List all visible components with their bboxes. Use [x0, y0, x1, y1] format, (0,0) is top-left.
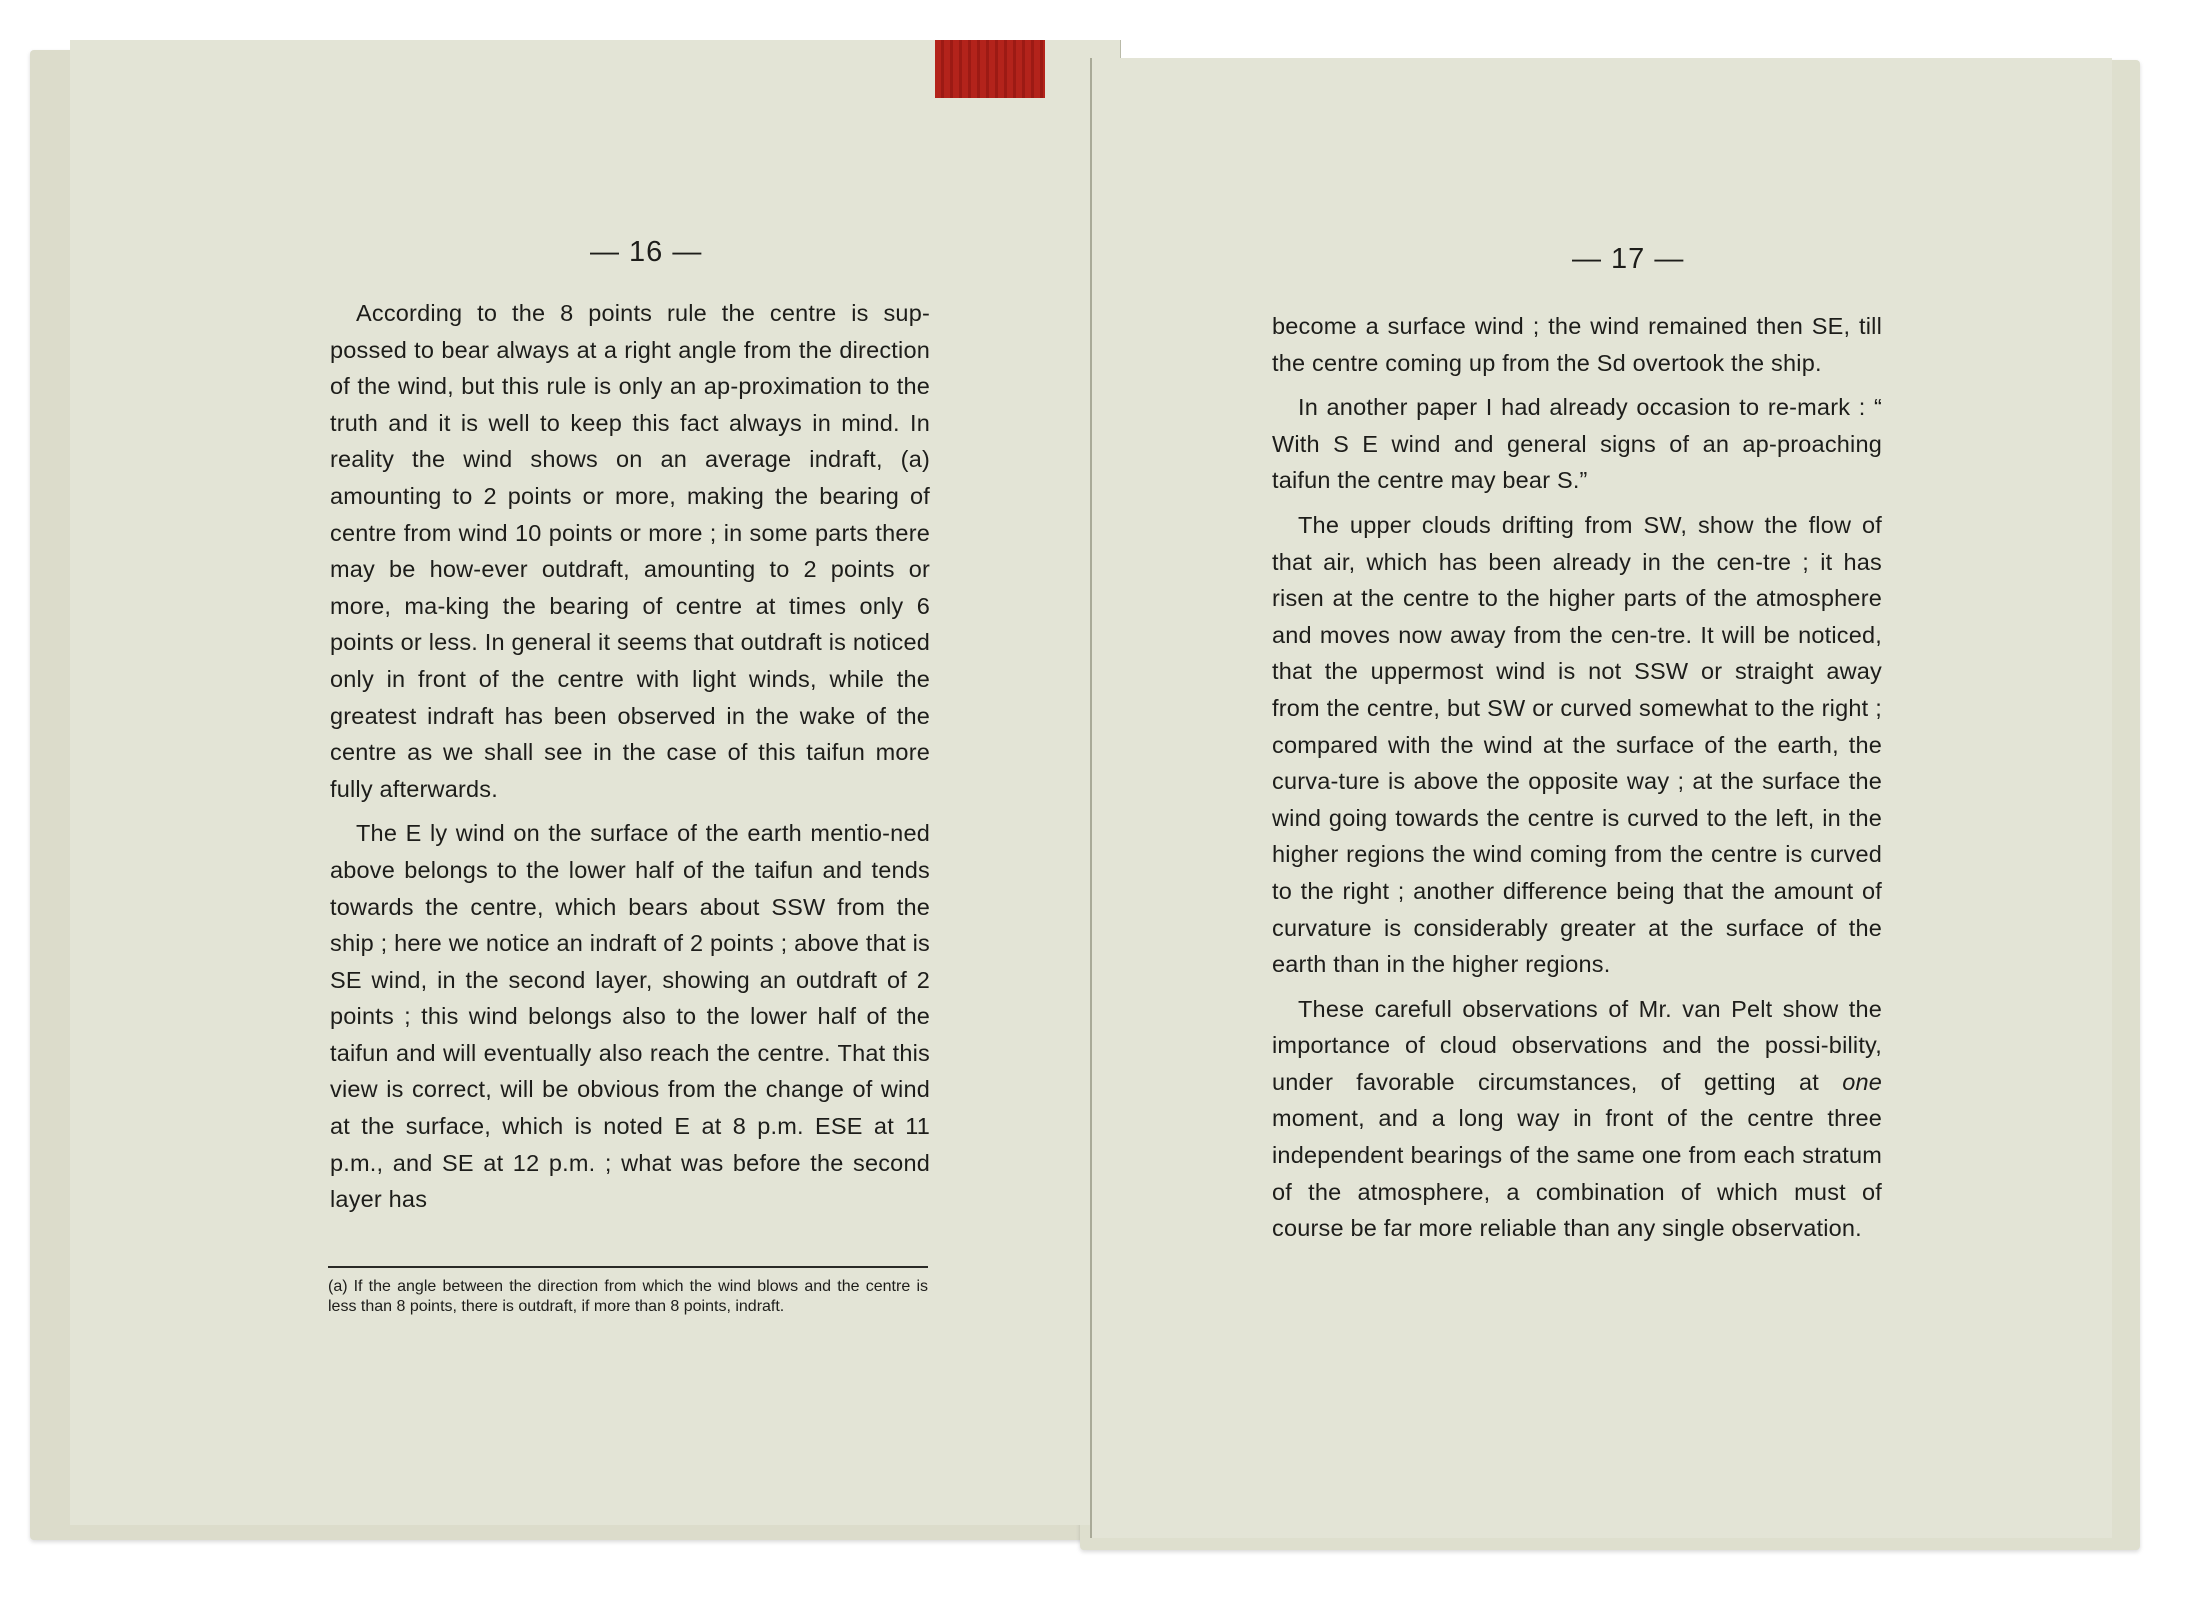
right-paragraph-4-emphasis: one: [1842, 1068, 1883, 1095]
footnote-mark: (a): [328, 1278, 348, 1295]
bookmark-ribbon: [935, 40, 1045, 98]
right-paragraph-4-start: These carefull observations of Mr. van Pelt show the importance of cloud observations and the possi-bility, under favorable circumstances, of getting at: [1272, 995, 1882, 1095]
right-paragraph-1: become a surface wind ; the wind remained then SE, till the centre coming up from the Sd overtook the ship.: [1272, 313, 1882, 376]
right-page: [1090, 58, 2112, 1538]
right-paragraph-3: The upper clouds drifting from SW, show the flow of that air, which has been already in the cen-tre ; it has risen at the centre to the higher parts of the atmosphere and moves now away from the cen-tre. It will be noticed, that the uppermost wind is not SSW or straight away from the centre, but SW or curved somewhat to the right ; compared with the wind at the surface of the earth, the curva-ture is above the opposite way ; at the surface the wind going towards the centre is curved to the left, in the higher regions the wind coming from the centre is curved to the right ; another difference being that the amount of curvature is considerably greater at the surface of the earth than in the higher regions.: [1272, 511, 1882, 978]
page-number-left: — 16 —: [590, 236, 703, 268]
footnote-rule: [328, 1266, 928, 1268]
right-paragraph-2: In another paper I had already occasion to re-mark : “ With S E wind and general signs of an ap-proaching taifun the centre may bear S.”: [1272, 394, 1882, 494]
footnote-text: If the angle between the direction from which the wind blows and the centre is less than 8 points, there is outdraft, if more than 8 points, indraft.: [328, 1278, 928, 1315]
left-paragraph-2: The E ly wind on the surface of the earth mentio-ned above belongs to the lower half of the taifun and tends towards the centre, which bears about SSW from the ship ; here we notice an indraft of 2 points ; above that is SE wind, in the second layer, showing an outdraft of 2 points ; this wind belongs also to the lower half of the taifun and will eventually also reach the centre. That this view is correct, will be obvious from the change of wind at the surface, which is noted E at 8 p.m. ESE at 11 p.m., and SE at 12 p.m. ; what was before the second layer has: [330, 820, 930, 1213]
footnote: [328, 1277, 928, 1317]
open-book: [30, 40, 2140, 1550]
right-paragraph-4: [1272, 991, 1882, 1247]
left-paragraph-1: According to the 8 points rule the centre is sup-possed to bear always at a right angle from the direction of the wind, but this rule is only an ap-proximation to the truth and it is well to keep this fact always in mind. In reality the wind shows on an average indraft, (a) amounting to 2 points or more, making the bearing of centre from wind 10 points or more ; in some parts there may be how-ever outdraft, amounting to 2 points or more, ma-king the bearing of centre at times only 6 points or less. In general it seems that outdraft is noticed only in front of the centre with light winds, while the greatest indraft has been observed in the wake of the centre as we shall see in the case of this taifun more fully afterwards.: [330, 300, 930, 802]
right-paragraph-4-end: moment, and a long way in front of the centre three independent bearings of the same one from each stratum of the atmosphere, a combination of which must of course be far more reliable than any single observation.: [1272, 1105, 1882, 1242]
right-page-text: [1272, 308, 1882, 1255]
left-page-text: [330, 295, 930, 1226]
left-page: [70, 40, 1121, 1525]
page-number-right: — 17 —: [1572, 243, 1685, 275]
